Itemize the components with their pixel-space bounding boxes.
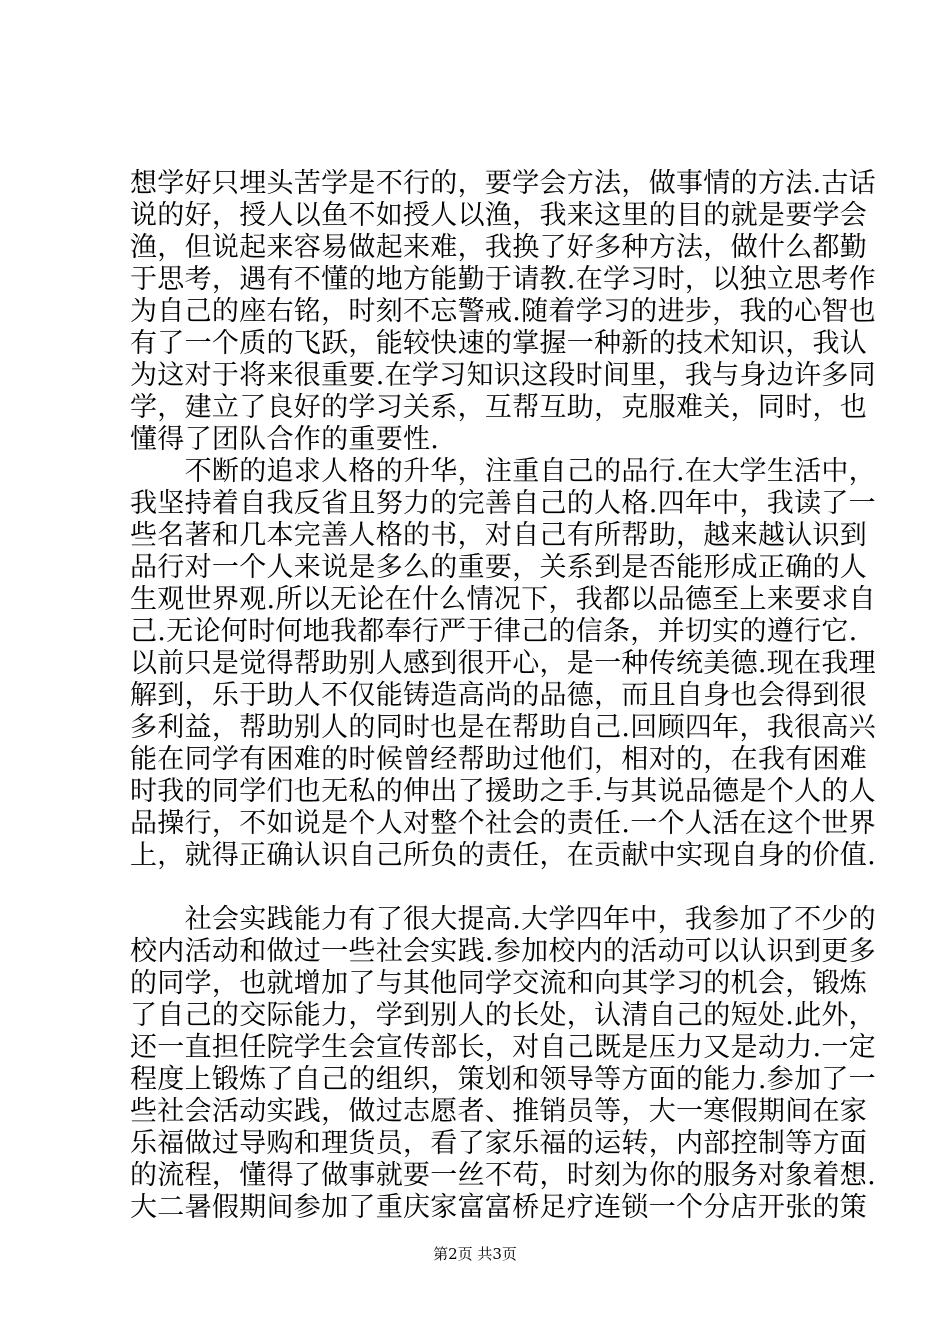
- text-line: 上，就得正确认识自己所负的责任，在贡献中实现自身的价值.: [130, 840, 876, 871]
- text-line: 些名著和几本完善人格的书，对自己有所帮助，越来越认识到: [130, 520, 868, 551]
- text-line: 校内活动和做过一些社会实践.参加校内的活动可以认识到更多: [130, 936, 876, 967]
- text-line: 大二暑假期间参加了重庆家富富桥足疗连锁一个分店开张的策: [130, 1192, 868, 1223]
- blank-line: [130, 872, 830, 904]
- text-line: 社会实践能力有了很大提高.大学四年中，我参加了不少的: [130, 904, 876, 935]
- text-line: 以前只是觉得帮助别人感到很开心，是一种传统美德.现在我理: [130, 648, 876, 679]
- text-line: 些社会活动实践，做过志愿者、推销员等，大一寒假期间在家: [130, 1096, 868, 1127]
- text-line: 品行对一个人来说是多么的重要，关系到是否能形成正确的人: [130, 552, 868, 583]
- text-line: 多利益，帮助别人的同时也是在帮助自己.回顾四年，我很高兴: [130, 712, 876, 743]
- text-line: 的流程，懂得了做事就要一丝不苟，时刻为你的服务对象着想.: [130, 1160, 876, 1191]
- page-footer: 第2页 共3页: [433, 1245, 517, 1263]
- text-line: 于思考，遇有不懂的地方能勤于请教.在学习时，以独立思考作: [130, 264, 876, 295]
- text-line: 乐福做过导购和理货员，看了家乐福的运转，内部控制等方面: [130, 1128, 868, 1159]
- text-line: 己.无论何时何地我都奉行严于律己的信条，并切实的遵行它.: [130, 616, 858, 647]
- text-line: 学，建立了良好的学习关系，互帮互助，克服难关，同时，也: [130, 392, 868, 423]
- text-line: 能在同学有困难的时候曾经帮助过他们，相对的，在我有困难: [130, 744, 868, 775]
- text-line: 的同学，也就增加了与其他同学交流和向其学习的机会，锻炼: [130, 968, 868, 999]
- text-line: 程度上锻炼了自己的组织，策划和领导等方面的能力.参加了一: [130, 1064, 876, 1095]
- text-line: 想学好只埋头苦学是不行的，要学会方法，做事情的方法.古话: [130, 168, 876, 199]
- text-line: 解到，乐于助人不仅能铸造高尚的品德，而且自身也会得到很: [130, 680, 868, 711]
- text-line: 不断的追求人格的升华，注重自己的品行.在大学生活中，: [130, 456, 876, 487]
- text-line: 生观世界观.所以无论在什么情况下，我都以品德至上来要求自: [130, 584, 876, 615]
- body-text: [130, 168, 876, 1224]
- text-line: 为自己的座右铭，时刻不忘警戒.随着学习的进步，我的心智也: [130, 296, 876, 327]
- text-line: 我坚持着自我反省且努力的完善自己的人格.四年中，我读了一: [130, 488, 876, 519]
- text-line: 有了一个质的飞跃，能较快速的掌握一种新的技术知识，我认: [130, 328, 868, 359]
- text-line: 品操行，不如说是个人对整个社会的责任.一个人活在这个世界: [130, 808, 876, 839]
- text-line: 说的好，授人以鱼不如授人以渔，我来这里的目的就是要学会: [130, 200, 868, 231]
- text-line: 时我的同学们也无私的伸出了援助之手.与其说品德是个人的人: [130, 776, 876, 807]
- text-line: 为这对于将来很重要.在学习知识这段时间里，我与身边许多同: [130, 360, 876, 391]
- text-line: 渔，但说起来容易做起来难，我换了好多种方法，做什么都勤: [130, 232, 868, 263]
- text-line: 了自己的交际能力，学到别人的长处，认清自己的短处.此外，: [130, 1000, 876, 1031]
- text-line: 懂得了团队合作的重要性.: [130, 424, 440, 455]
- text-line: 还一直担任院学生会宣传部长，对自己既是压力又是动力.一定: [130, 1032, 876, 1063]
